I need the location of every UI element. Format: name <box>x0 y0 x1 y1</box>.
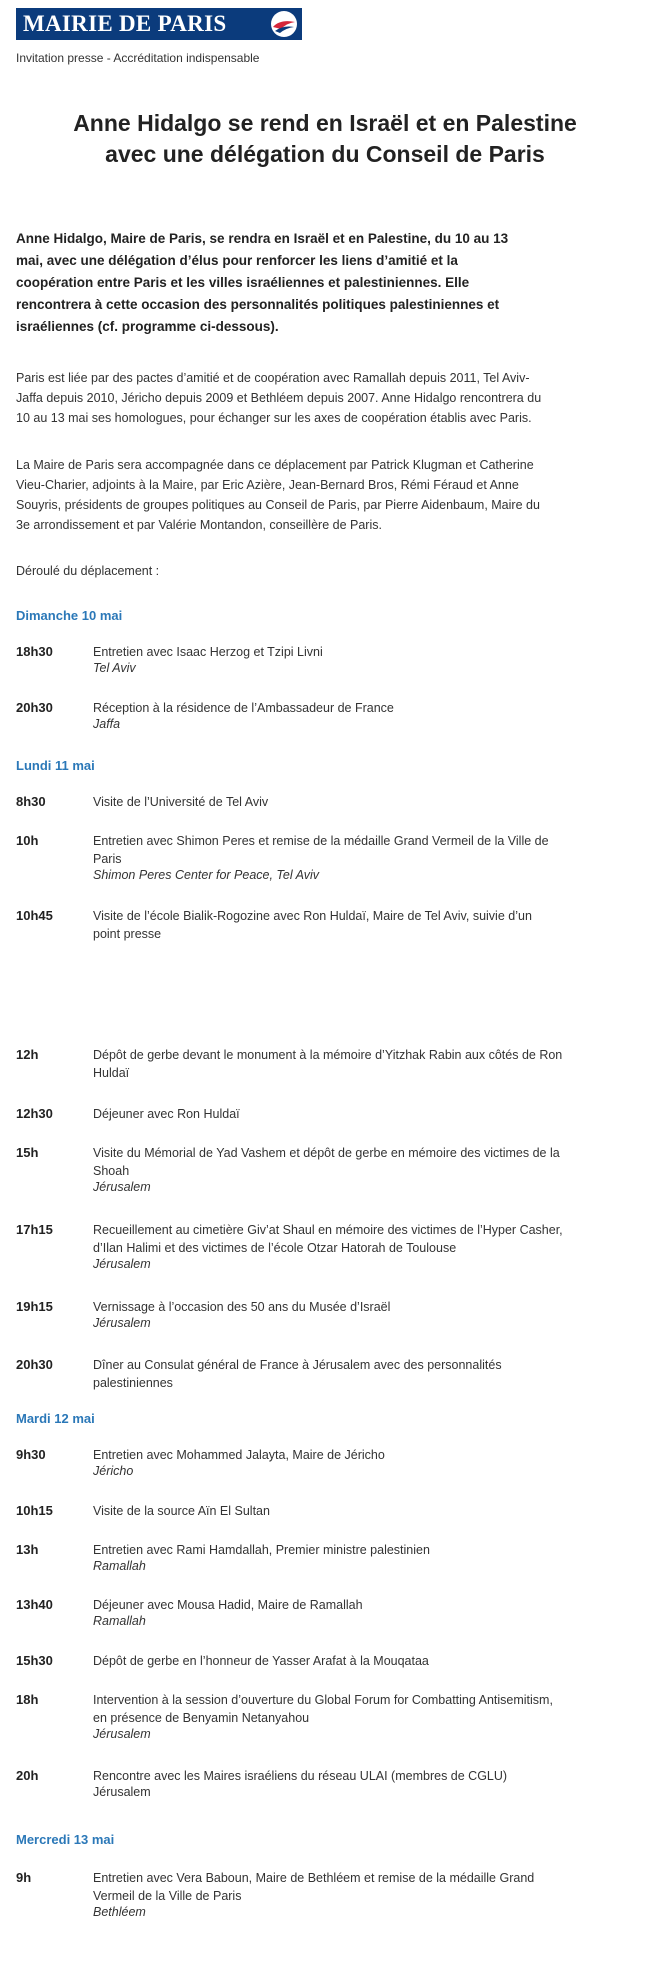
event-description <box>93 1105 633 1123</box>
event-time: 15h <box>16 1145 39 1160</box>
event-time: 15h30 <box>16 1653 53 1668</box>
event-line: Déjeuner avec Ron Huldaï <box>93 1107 240 1121</box>
event-line: Vernissage à l’occasion des 50 ans du Musée d’Israël <box>93 1300 391 1314</box>
event-line: Huldaï <box>93 1066 130 1080</box>
event-line: Entretien avec Rami Hamdallah, Premier ministre palestinien <box>93 1543 430 1557</box>
event-time: 20h30 <box>16 1357 53 1372</box>
event-description <box>93 1691 633 1727</box>
event-description <box>93 1541 633 1559</box>
event-time: 10h45 <box>16 908 53 923</box>
event-line: Rencontre avec les Maires israéliens du réseau ULAI (membres de CGLU) <box>93 1769 508 1783</box>
event-description <box>93 793 633 811</box>
day-heading: Mercredi 13 mai <box>16 1832 115 1847</box>
event-description <box>93 1356 633 1392</box>
event-line: Entretien avec Vera Baboun, Maire de Bethléem et remise de la médaille Grand <box>93 1871 535 1885</box>
paragraph-line: La Maire de Paris sera accompagnée dans ce déplacement par Patrick Klugman et Catherine <box>16 458 534 472</box>
event-time: 20h <box>16 1768 39 1783</box>
event-location: Jéricho <box>93 1464 134 1478</box>
event-time: 9h30 <box>16 1447 46 1462</box>
press-subline: Invitation presse - Accréditation indispensable <box>16 51 260 65</box>
event-location: Ramallah <box>93 1559 146 1573</box>
event-description <box>93 1652 633 1670</box>
event-description <box>93 832 633 868</box>
event-description <box>93 1767 633 1785</box>
event-time: 8h30 <box>16 794 46 809</box>
event-line: palestiniennes <box>93 1376 173 1390</box>
paragraph-line: Paris est liée par des pactes d’amitié et de coopération avec Ramallah depuis 2011, Tel Aviv- <box>16 371 530 385</box>
event-location: Jérusalem <box>93 1316 151 1330</box>
event-time: 12h30 <box>16 1106 53 1121</box>
paris-emblem-icon <box>270 10 298 38</box>
event-time: 10h15 <box>16 1503 53 1518</box>
paragraph-line: Jaffa depuis 2010, Jéricho depuis 2009 et Bethléem depuis 2007. Anne Hidalgo rencontrera du <box>16 391 542 405</box>
day-heading: Dimanche 10 mai <box>16 608 123 623</box>
event-line: Visite du Mémorial de Yad Vashem et dépôt de gerbe en mémoire des victimes de la <box>93 1146 560 1160</box>
event-description <box>93 1869 633 1905</box>
event-description <box>93 1046 633 1082</box>
event-line: Dîner au Consulat général de France à Jérusalem avec des personnalités <box>93 1358 502 1372</box>
title-line: avec une délégation du Conseil de Paris <box>105 141 545 167</box>
day-heading: Mardi 12 mai <box>16 1411 95 1426</box>
lead-paragraph <box>16 228 633 338</box>
title-line: Anne Hidalgo se rend en Israël et en Palestine <box>73 110 577 136</box>
mairie-de-paris-logo <box>16 8 302 40</box>
event-location: Jaffa <box>93 717 121 731</box>
event-description <box>93 643 633 661</box>
lead-line: israéliennes (cf. programme ci-dessous). <box>16 319 279 334</box>
event-description <box>93 1502 633 1520</box>
lead-line: coopération entre Paris et les villes israéliennes et palestiniennes. Elle <box>16 275 470 290</box>
event-time: 20h30 <box>16 700 53 715</box>
event-line: Visite de l’école Bialik-Rogozine avec Ron Huldaï, Maire de Tel Aviv, suivie d’un <box>93 909 532 923</box>
event-line: en présence de Benyamin Netanyahou <box>93 1711 310 1725</box>
event-location: Jérusalem <box>93 1727 151 1741</box>
event-line: Vermeil de la Ville de Paris <box>93 1889 242 1903</box>
event-time: 13h <box>16 1542 39 1557</box>
event-time: 9h <box>16 1870 32 1885</box>
event-line: Recueillement au cimetière Giv’at Shaul en mémoire des victimes de l’Hyper Casher, <box>93 1223 563 1237</box>
event-time: 19h15 <box>16 1299 53 1314</box>
lead-line: Anne Hidalgo, Maire de Paris, se rendra en Israël et en Palestine, du 10 au 13 <box>16 231 509 246</box>
event-location: Shimon Peres Center for Peace, Tel Aviv <box>93 868 320 882</box>
page-title <box>20 108 630 170</box>
lead-line: mai, avec une délégation d’élus pour renforcer les liens d’amitié et la <box>16 253 458 268</box>
event-location: Jérusalem <box>93 1180 151 1194</box>
event-line: Entretien avec Isaac Herzog et Tzipi Livni <box>93 645 323 659</box>
event-location: Ramallah <box>93 1614 146 1628</box>
event-line: point presse <box>93 927 162 941</box>
paragraph-line: 3e arrondissement et par Valérie Montandon, conseillère de Paris. <box>16 518 382 532</box>
event-line: d’Ilan Halimi et des victimes de l’école Otzar Hatorah de Toulouse <box>93 1241 457 1255</box>
event-description <box>93 1221 633 1257</box>
event-time: 18h <box>16 1692 39 1707</box>
event-location: Tel Aviv <box>93 661 136 675</box>
event-time: 18h30 <box>16 644 53 659</box>
event-description <box>93 907 633 943</box>
event-line: Dépôt de gerbe en l’honneur de Yasser Arafat à la Mouqataa <box>93 1654 429 1668</box>
event-line: Entretien avec Shimon Peres et remise de la médaille Grand Vermeil de la Ville de <box>93 834 549 848</box>
event-time: 13h40 <box>16 1597 53 1612</box>
partnership-paragraph <box>16 368 633 428</box>
paragraph-line: Vieu-Charier, adjoints à la Maire, par Eric Azière, Jean-Bernard Bros, Rémi Féraud et Anne <box>16 478 519 492</box>
schedule-intro: Déroulé du déplacement : <box>16 564 160 578</box>
logo-text: MAIRIE DE PARIS <box>23 11 227 36</box>
event-location: Jérusalem <box>93 1257 151 1271</box>
event-line: Visite de l’Université de Tel Aviv <box>93 795 269 809</box>
lead-line: rencontrera à cette occasion des personnalités politiques palestiniennes et <box>16 297 500 312</box>
event-description <box>93 1446 633 1464</box>
event-line: Entretien avec Mohammed Jalayta, Maire de Jéricho <box>93 1448 385 1462</box>
event-line: Visite de la source Aïn El Sultan <box>93 1504 270 1518</box>
event-line: Dépôt de gerbe devant le monument à la mémoire d’Yitzhak Rabin aux côtés de Ron <box>93 1048 563 1062</box>
paragraph-line: Souyris, présidents de groupes politiques au Conseil de Paris, par Pierre Aidenbaum, Maire du <box>16 498 540 512</box>
delegation-paragraph <box>16 455 633 535</box>
event-line: Paris <box>93 852 122 866</box>
event-time: 12h <box>16 1047 39 1062</box>
event-description <box>93 1144 633 1180</box>
paragraph-line: 10 au 13 mai ses homologues, pour échanger sur les axes de coopération établis avec Paris. <box>16 411 532 425</box>
event-line: Shoah <box>93 1164 130 1178</box>
event-location: Bethléem <box>93 1905 146 1919</box>
event-line: Réception à la résidence de l’Ambassadeur de France <box>93 701 394 715</box>
event-location: Jérusalem <box>93 1785 151 1799</box>
event-description <box>93 1596 633 1614</box>
event-time: 10h <box>16 833 39 848</box>
event-line: Intervention à la session d’ouverture du Global Forum for Combatting Antisemitism, <box>93 1693 553 1707</box>
event-line: Déjeuner avec Mousa Hadid, Maire de Ramallah <box>93 1598 363 1612</box>
event-time: 17h15 <box>16 1222 53 1237</box>
event-description <box>93 699 633 717</box>
day-heading: Lundi 11 mai <box>16 758 95 773</box>
event-description <box>93 1298 633 1316</box>
